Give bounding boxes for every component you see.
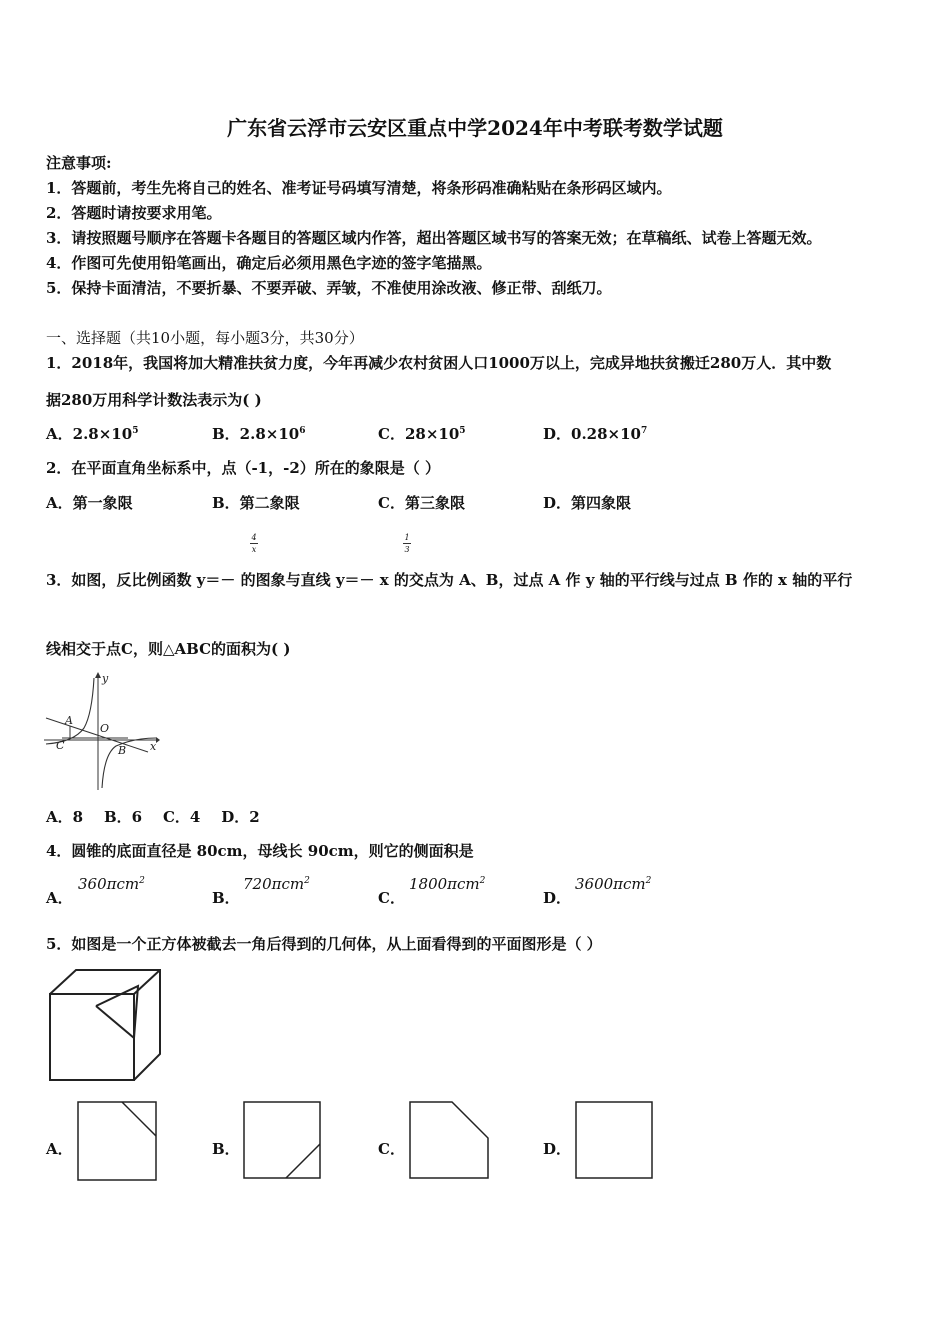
q5-line1: 5．如图是一个正方体被截去一角后得到的几何体，从上面看得到的平面图形是（ ）	[46, 935, 602, 953]
q2-line1: 2．在平面直角坐标系中，点（-1，-2）所在的象限是（ ）	[46, 459, 440, 477]
q4-option-a-label[interactable]: A．	[46, 889, 73, 907]
y-axis-arrow	[95, 672, 101, 678]
square-d	[576, 1102, 652, 1178]
q1-option-b[interactable]: B．$2.8\times 10^6$	[212, 425, 306, 443]
cube-front-face	[50, 994, 134, 1080]
q1-option-c[interactable]: C．$28\times 10^5$	[378, 425, 466, 443]
q1-option-d[interactable]: D．$0.28\times 10^7$	[543, 425, 648, 443]
q4-line1: 4．圆锥的底面直径是 80cm，母线长 90cm，则它的侧面积是	[46, 842, 474, 860]
q2-option-c[interactable]: C．第三象限	[378, 494, 465, 512]
q5-option-a-figure[interactable]	[76, 1098, 160, 1182]
q4-option-b-value[interactable]: 720πcm$^2$	[243, 875, 310, 893]
q4-option-d-value[interactable]: 3600πcm$^2$	[575, 875, 652, 893]
label-c: C	[56, 739, 65, 752]
notice-item-2: 2．答题时请按要求用笔。	[46, 204, 222, 222]
q4-option-c-value[interactable]: 1800πcm$^2$	[409, 875, 486, 893]
q3-line2: 线相交于点C，则△ABC的面积为( )	[46, 640, 291, 658]
x-axis-arrow	[156, 737, 160, 743]
q3-fraction-4-over-x: 4 x	[251, 533, 257, 554]
q1-line2: 据280万用科学计数法表示为( )	[46, 391, 262, 409]
q5-option-d-figure[interactable]	[574, 1098, 658, 1182]
label-a: A	[65, 714, 73, 727]
square-a	[78, 1102, 156, 1180]
q5-option-b[interactable]: B．	[212, 1140, 240, 1158]
q4-option-d-label[interactable]: D．	[543, 889, 572, 907]
label-o: O	[100, 722, 110, 735]
q5-option-c[interactable]: C．	[378, 1140, 405, 1158]
label-b: B	[118, 744, 127, 757]
q5-option-c-figure[interactable]	[408, 1098, 492, 1182]
q4-option-a-value[interactable]: 360πcm$^2$	[78, 875, 145, 893]
notice-item-4: 4．作图可先使用铅笔画出，确定后必须用黑色字迹的签字笔描黑。	[46, 254, 492, 272]
q4-option-b-label[interactable]: B．	[212, 889, 240, 907]
q5-cube-figure	[46, 966, 166, 1086]
cut-corner-diagonal	[96, 1006, 134, 1038]
q2-option-a[interactable]: A．第一象限	[46, 494, 133, 512]
section-heading: 一、选择题（共10小题，每小题3分，共30分）	[46, 329, 364, 347]
label-x: x	[150, 740, 157, 753]
q1-line1: 1．2018年，我国将加大精准扶贫力度，今年再减少农村贫困人口1000万以上，完成异地扶贫搬迁280万人．其中数	[46, 354, 832, 372]
square-b	[244, 1102, 320, 1178]
q5-option-a[interactable]: A．	[46, 1140, 73, 1158]
q4-option-c-label[interactable]: C．	[378, 889, 405, 907]
notice-item-1: 1．答题前，考生先将自己的姓名、准考证号码填写清楚，将条形码准确粘贴在条形码区域内。	[46, 179, 672, 197]
square-a-diagonal	[122, 1102, 156, 1136]
label-y: y	[102, 672, 109, 685]
q5-option-d[interactable]: D．	[543, 1140, 572, 1158]
notice-item-3: 3．请按照题号顺序在答题卡各题目的答题区域内作答，超出答题区域书写的答案无效；在草稿纸、试卷上答题无效。	[46, 229, 822, 247]
notice-item-5: 5．保持卡面清洁，不要折暴、不要弄破、弄皱，不准使用涂改液、修正带、刮纸刀。	[46, 279, 612, 297]
q3-graph	[44, 672, 160, 790]
square-b-diagonal	[286, 1144, 320, 1178]
pentagon-c	[410, 1102, 488, 1178]
q3-options[interactable]: A．8 B．6 C．4 D．2	[46, 808, 260, 826]
q3-line1: 3．如图，反比例函数 y＝－ 的图象与直线 y＝－ x 的交点为 A、B，过点 A 作 y 轴的平行线与过点 B 作的 x 轴的平行	[46, 571, 853, 589]
page-title: 广东省云浮市云安区重点中学2024年中考联考数学试题	[227, 116, 723, 140]
q5-option-b-figure[interactable]	[242, 1098, 326, 1182]
q3-fraction-1-over-3: 1 3	[404, 533, 410, 554]
notice-heading: 注意事项:	[46, 154, 112, 172]
q1-option-a[interactable]: A．$2.8\times 10^5$	[46, 425, 139, 443]
q2-option-d[interactable]: D．第四象限	[543, 494, 632, 512]
q2-option-b[interactable]: B．第二象限	[212, 494, 300, 512]
